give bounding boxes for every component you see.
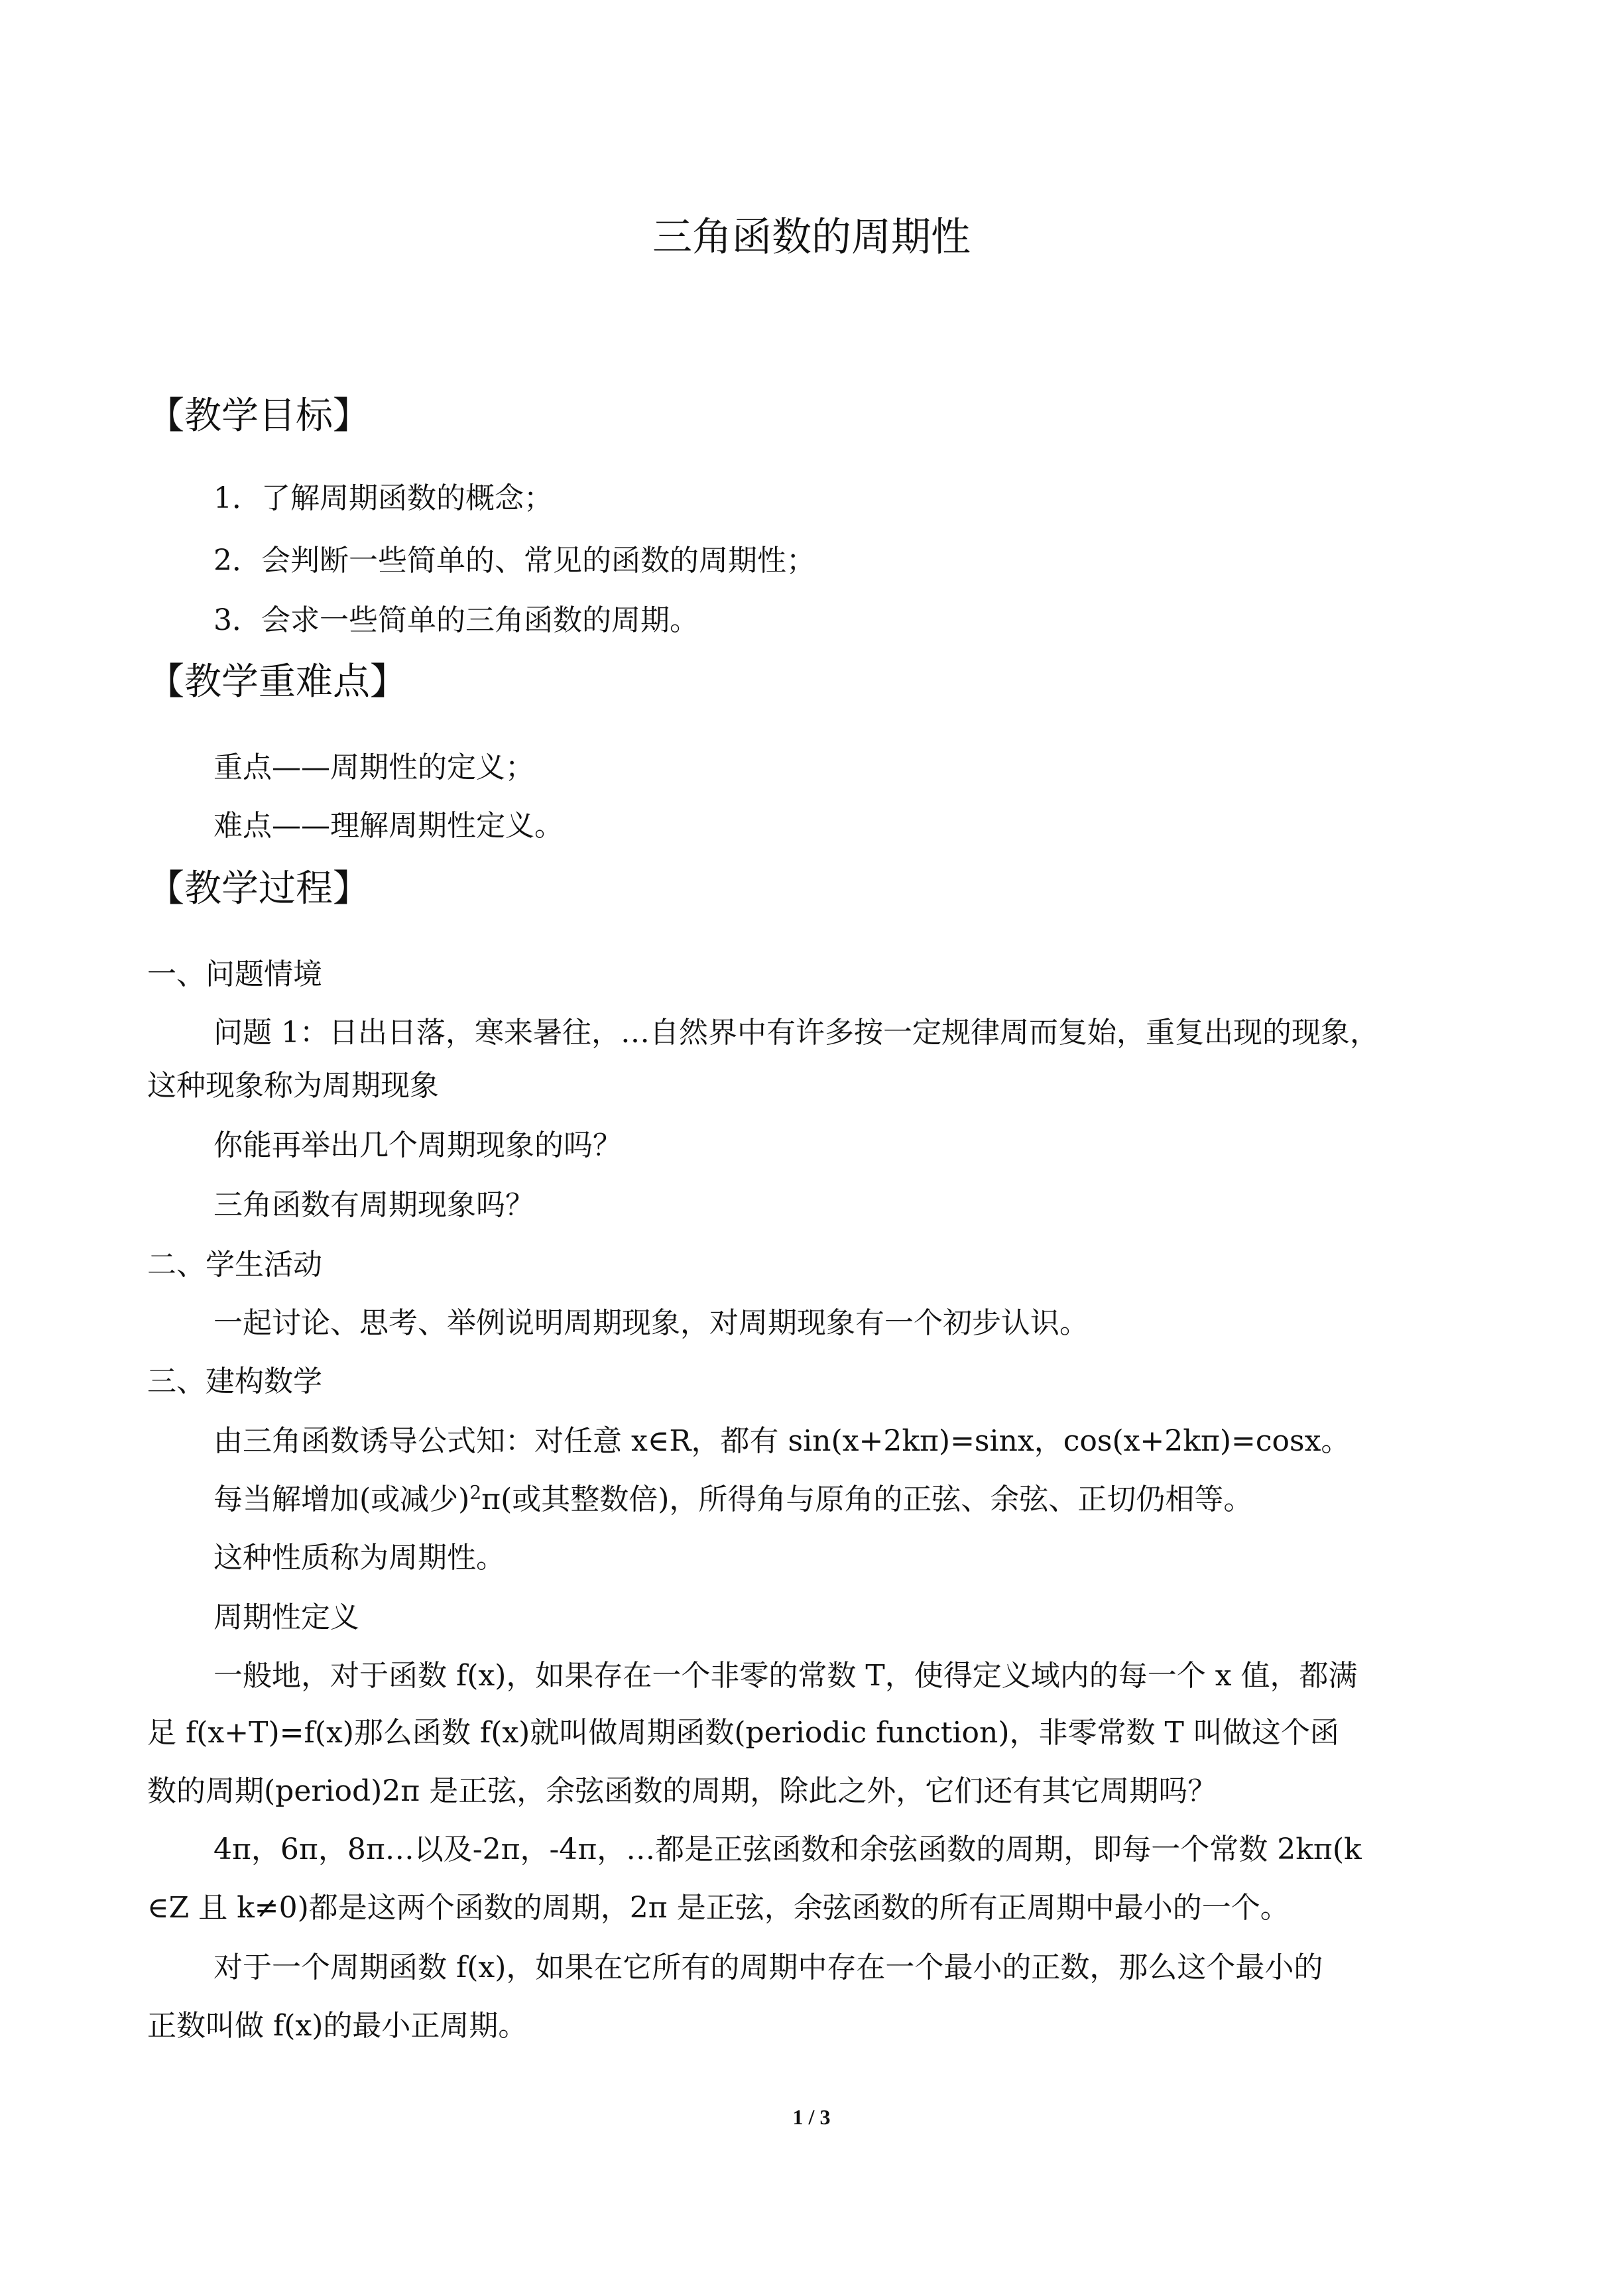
paragraph-line: 4π，6π，8π…以及-2π，-4π，…都是正弦函数和余弦函数的周期，即每一个常数 2kπ(k — [213, 1833, 1362, 1866]
paragraph-line: 一般地，对于函数 f(x)，如果存在一个非零的常数 T，使得定义域内的每一个 x 值，都满 — [213, 1659, 1358, 1693]
part-heading: 一、问题情境 — [147, 957, 322, 991]
superscript: 2 — [469, 1481, 482, 1504]
goal-item: 2．会判断一些简单的、常见的函数的周期性； — [213, 544, 815, 577]
section-heading-process: 【教学过程】 — [147, 867, 370, 910]
goal-item: 3．会求一些简单的三角函数的周期。 — [213, 603, 699, 637]
paragraph-line: 这种性质称为周期性。 — [213, 1541, 505, 1575]
goal-item: 1．了解周期函数的概念； — [213, 481, 553, 515]
page-number: 1 / 3 — [792, 2105, 831, 2129]
section-heading-goals: 【教学目标】 — [147, 394, 370, 438]
paragraph-line: 足 f(x+T)=f(x)那么函数 f(x)就叫做周期函数(periodic function)，非零常数 T 叫做这个函 — [147, 1716, 1339, 1750]
page-title: 三角函数的周期性 — [652, 214, 971, 261]
paragraph-line: 正数叫做 f(x)的最小正周期。 — [147, 2009, 528, 2043]
paragraph-line: 数的周期(period)2π 是正弦，余弦函数的周期，除此之外，它们还有其它周期吗？ — [147, 1774, 1217, 1808]
part-heading: 二、学生活动 — [147, 1248, 322, 1282]
paragraph-line: 你能再举出几个周期现象的吗？ — [213, 1128, 622, 1162]
paragraph-line: 一起讨论、思考、举例说明周期现象，对周期现象有一个初步认识。 — [213, 1306, 1089, 1340]
text-segment: 每当解增加(或减少) — [213, 1482, 470, 1516]
keypoint-item: 难点——理解周期性定义。 — [213, 809, 564, 843]
paragraph-line: 对于一个周期函数 f(x)，如果在它所有的周期中存在一个最小的正数，那么这个最小的 — [213, 1951, 1323, 1984]
section-heading-keypoints: 【教学重难点】 — [147, 660, 407, 703]
paragraph-line: 这种现象称为周期现象 — [147, 1069, 439, 1103]
paragraph-line: 问题 1：日出日落，寒来暑往，…自然界中有许多按一定规律周而复始，重复出现的现象， — [213, 1016, 1379, 1050]
text-segment: π(或其整数倍)，所得角与原角的正弦、余弦、正切仍相等。 — [481, 1482, 1253, 1516]
paragraph-line: ∈Z 且 k≠0)都是这两个函数的周期，2π 是正弦，余弦函数的所有正周期中最小的一个。 — [147, 1891, 1290, 1925]
paragraph-line: 周期性定义 — [213, 1601, 359, 1634]
paragraph-line: 由三角函数诱导公式知：对任意 x∈R，都有 sin(x+2kπ)=sinx，cos(x+2kπ)=cosx。 — [213, 1424, 1351, 1458]
part-heading: 三、建构数学 — [147, 1364, 322, 1398]
paragraph-line: 三角函数有周期现象吗？ — [213, 1188, 534, 1222]
keypoint-item: 重点——周期性的定义； — [213, 751, 534, 784]
paragraph-line — [213, 1481, 1252, 1518]
